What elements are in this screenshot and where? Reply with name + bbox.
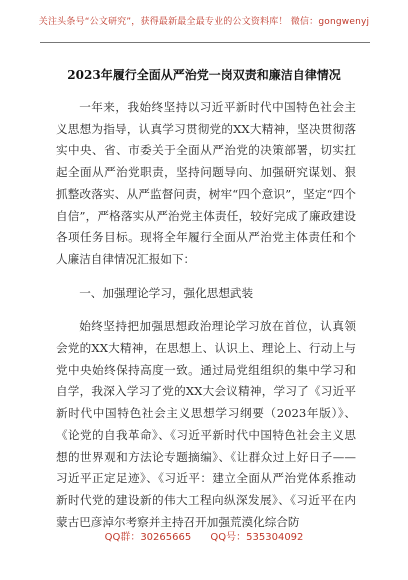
document-body (56, 97, 356, 533)
section-paragraph: 始终坚持把加强思想政治理论学习放在首位，认真领会党的XX大精神，在思想上、认识上、理论上、行动上与党中央始终保持高度一致。通过局党组组织的集中学习和自学，我深入学习了党的XX大会议精神，学习了《习近平新时代中国特色社会主义思想学习纲要（2023年版）》、《论党的自我革命》、《习近平新时代中国特色社会主义思想的世界观和方法论专题摘编》、《让群众过上好日子——习近平正定足迹》、《习近平：建立全面从严治党体系推动新时代党的建设新的伟大工程向纵深发展》、《习近平在内蒙古巴彦淖尔考察并主持召开加强荒漠化综合防 (56, 319, 356, 529)
footer-qq-group: QQ群：30265665 (104, 532, 192, 543)
footer-qq-number: QQ号：535304092 (210, 532, 304, 543)
header-banner: 关注头条号“公文研究”，获得最新最全最专业的公文资料库！ 微信：gongwenyj (38, 17, 370, 27)
section-heading: 一、加强理论学习，强化思想武装 (79, 285, 254, 300)
intro-paragraph: 一年来，我始终坚持以习近平新时代中国特色社会主义思想为指导，认真学习贯彻党的XX大精神，坚决贯彻落实中央、省、市委关于全面从严治党的决策部署，切实扛起全面从严治党职责，坚持问题导向、加强研究谋划、狠抓整改落实、从严监督问责，树牢“四个意识”，坚定“四个自信”，严格落实从严治党主体责任，较好完成了廉政建设各项任务目标。现将全年履行全面从严治党主体责任和个人廉洁自律情况汇报如下： (56, 100, 356, 266)
header-divider (40, 42, 370, 43)
document-title: 2023年履行全面从严治党一岗双责和廉洁自律情况 (67, 68, 341, 82)
footer-contact (0, 528, 408, 543)
